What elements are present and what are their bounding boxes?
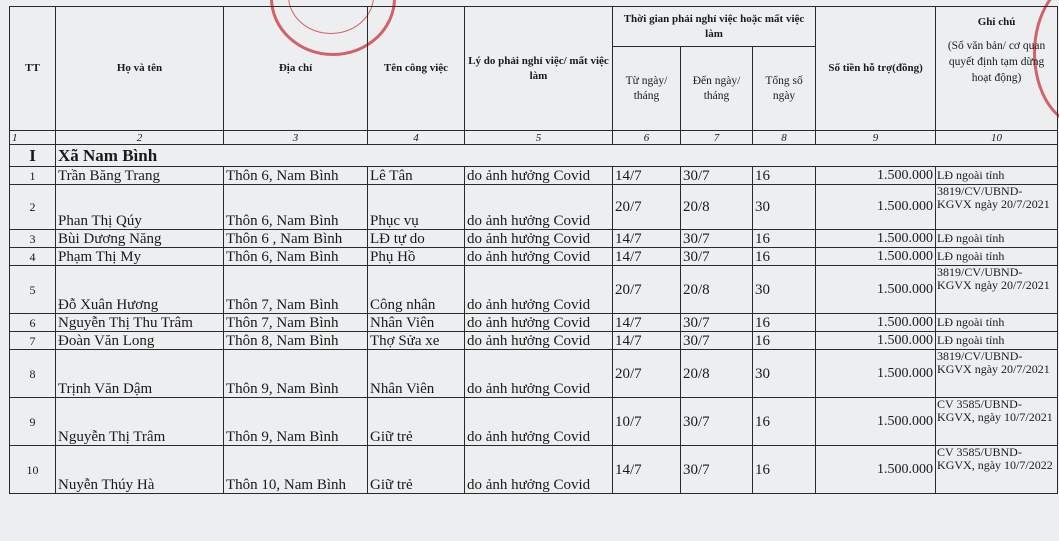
col-number: 10 (936, 131, 1058, 145)
row-from: 14/7 (613, 314, 681, 332)
header-days: Tổng số ngày (753, 47, 816, 131)
table-row (10, 314, 1058, 332)
row-note: LĐ ngoài tỉnh (936, 248, 1058, 266)
row-days: 16 (753, 332, 816, 350)
table-row (10, 398, 1058, 446)
row-amount: 1.500.000 (816, 230, 936, 248)
row-tt: 6 (10, 314, 56, 332)
row-job: Giữ trẻ (368, 398, 465, 446)
row-to: 20/8 (681, 266, 753, 314)
row-note: 3819/CV/UBND-KGVX ngày 20/7/2021 (936, 185, 1058, 230)
section-row (10, 145, 1058, 167)
row-job: Nhân Viên (368, 350, 465, 398)
row-job: LĐ tự do (368, 230, 465, 248)
row-address: Thôn 7, Nam Bình (224, 314, 368, 332)
row-to: 30/7 (681, 230, 753, 248)
row-reason: do ảnh hưởng Covid (465, 332, 613, 350)
table-row (10, 167, 1058, 185)
row-reason: do ảnh hưởng Covid (465, 350, 613, 398)
row-note: LĐ ngoài tỉnh (936, 167, 1058, 185)
table-row (10, 350, 1058, 398)
row-note: LĐ ngoài tỉnh (936, 314, 1058, 332)
row-amount: 1.500.000 (816, 350, 936, 398)
row-name: Phan Thị Qúy (56, 185, 224, 230)
row-note: 3819/CV/UBND-KGVX ngày 20/7/2021 (936, 266, 1058, 314)
row-name: Bùi Dương Năng (56, 230, 224, 248)
row-reason: do ảnh hưởng Covid (465, 185, 613, 230)
row-name: Nguyễn Thị Trâm (56, 398, 224, 446)
row-amount: 1.500.000 (816, 398, 936, 446)
col-number: 6 (613, 131, 681, 145)
row-days: 16 (753, 314, 816, 332)
header-note-sub: (Số văn bản/ cơ quan quyết định tạm dừng hoạt động) (947, 40, 1046, 84)
row-amount: 1.500.000 (816, 314, 936, 332)
col-number: 8 (753, 131, 816, 145)
row-job: Thợ Sửa xe (368, 332, 465, 350)
row-to: 30/7 (681, 314, 753, 332)
row-days: 16 (753, 248, 816, 266)
row-to: 30/7 (681, 398, 753, 446)
row-note: CV 3585/UBND-KGVX, ngày 10/7/2021 (936, 398, 1058, 446)
row-note: LĐ ngoài tỉnh (936, 230, 1058, 248)
table-row (10, 446, 1058, 494)
table-row (10, 230, 1058, 248)
row-amount: 1.500.000 (816, 248, 936, 266)
section-roman: I (10, 145, 56, 167)
header-reason: Lý do phải nghỉ việc/ mất việc làm (465, 7, 613, 131)
header-address: Địa chỉ (224, 7, 368, 131)
row-amount: 1.500.000 (816, 332, 936, 350)
table-row (10, 185, 1058, 230)
row-days: 16 (753, 446, 816, 494)
row-reason: do ảnh hưởng Covid (465, 266, 613, 314)
row-address: Thôn 6, Nam Bình (224, 185, 368, 230)
row-from: 14/7 (613, 248, 681, 266)
row-name: Nguyễn Thị Thu Trâm (56, 314, 224, 332)
row-tt: 1 (10, 167, 56, 185)
row-from: 14/7 (613, 446, 681, 494)
row-tt: 4 (10, 248, 56, 266)
row-from: 20/7 (613, 350, 681, 398)
col-number: 1 (10, 131, 56, 145)
row-name: Đỗ Xuân Hương (56, 266, 224, 314)
header-tt: TT (10, 7, 56, 131)
row-to: 20/8 (681, 185, 753, 230)
row-address: Thôn 9, Nam Bình (224, 398, 368, 446)
row-name: Nuyễn Thúy Hà (56, 446, 224, 494)
row-job: Phụ Hồ (368, 248, 465, 266)
row-from: 20/7 (613, 266, 681, 314)
support-list-table (9, 6, 1058, 494)
row-job: Giữ trẻ (368, 446, 465, 494)
header-job: Tên công việc (368, 7, 465, 131)
row-note: LĐ ngoài tỉnh (936, 332, 1058, 350)
row-tt: 7 (10, 332, 56, 350)
row-days: 16 (753, 167, 816, 185)
row-to: 30/7 (681, 167, 753, 185)
header-period: Thời gian phải nghỉ việc hoặc mất việc làm (613, 7, 816, 47)
col-number: 4 (368, 131, 465, 145)
row-from: 14/7 (613, 167, 681, 185)
col-number: 2 (56, 131, 224, 145)
row-address: Thôn 7, Nam Bình (224, 266, 368, 314)
row-reason: do ảnh hưởng Covid (465, 446, 613, 494)
row-tt: 5 (10, 266, 56, 314)
row-address: Thôn 6, Nam Bình (224, 167, 368, 185)
header-note-title: Ghi chú (977, 16, 1016, 28)
row-name: Trần Băng Trang (56, 167, 224, 185)
row-amount: 1.500.000 (816, 185, 936, 230)
row-address: Thôn 9, Nam Bình (224, 350, 368, 398)
row-job: Lê Tân (368, 167, 465, 185)
header-to: Đến ngày/ tháng (681, 47, 753, 131)
table-row (10, 266, 1058, 314)
column-number-row (10, 131, 1058, 145)
row-address: Thôn 6 , Nam Bình (224, 230, 368, 248)
row-amount: 1.500.000 (816, 266, 936, 314)
row-from: 10/7 (613, 398, 681, 446)
table-row (10, 332, 1058, 350)
row-address: Thôn 8, Nam Bình (224, 332, 368, 350)
row-job: Công nhân (368, 266, 465, 314)
row-reason: do ảnh hưởng Covid (465, 314, 613, 332)
row-tt: 10 (10, 446, 56, 494)
row-days: 16 (753, 230, 816, 248)
row-amount: 1.500.000 (816, 167, 936, 185)
row-to: 30/7 (681, 332, 753, 350)
table-row (10, 248, 1058, 266)
header-note (936, 7, 1058, 131)
row-to: 20/8 (681, 350, 753, 398)
row-reason: do ảnh hưởng Covid (465, 398, 613, 446)
row-from: 14/7 (613, 332, 681, 350)
row-from: 14/7 (613, 230, 681, 248)
row-name: Trịnh Văn Dậm (56, 350, 224, 398)
row-days: 16 (753, 398, 816, 446)
col-number: 9 (816, 131, 936, 145)
row-note: 3819/CV/UBND-KGVX ngày 20/7/2021 (936, 350, 1058, 398)
row-address: Thôn 6, Nam Bình (224, 248, 368, 266)
row-name: Đoàn Văn Long (56, 332, 224, 350)
row-to: 30/7 (681, 446, 753, 494)
row-job: Phục vụ (368, 185, 465, 230)
row-reason: do ảnh hưởng Covid (465, 230, 613, 248)
header-from: Từ ngày/ tháng (613, 47, 681, 131)
row-tt: 3 (10, 230, 56, 248)
header-amount: Số tiền hỗ trợ(đồng) (816, 7, 936, 131)
col-number: 5 (465, 131, 613, 145)
row-from: 20/7 (613, 185, 681, 230)
row-name: Phạm Thị My (56, 248, 224, 266)
col-number: 3 (224, 131, 368, 145)
row-tt: 2 (10, 185, 56, 230)
row-address: Thôn 10, Nam Bình (224, 446, 368, 494)
row-job: Nhân Viên (368, 314, 465, 332)
row-to: 30/7 (681, 248, 753, 266)
row-days: 30 (753, 185, 816, 230)
row-days: 30 (753, 266, 816, 314)
row-reason: do ảnh hưởng Covid (465, 248, 613, 266)
col-number: 7 (681, 131, 753, 145)
row-reason: do ảnh hưởng Covid (465, 167, 613, 185)
row-tt: 8 (10, 350, 56, 398)
row-note: CV 3585/UBND-KGVX, ngày 10/7/2022 (936, 446, 1058, 494)
section-title: Xã Nam Bình (56, 145, 1058, 167)
row-days: 30 (753, 350, 816, 398)
header-name: Họ và tên (56, 7, 224, 131)
row-amount: 1.500.000 (816, 446, 936, 494)
row-tt: 9 (10, 398, 56, 446)
